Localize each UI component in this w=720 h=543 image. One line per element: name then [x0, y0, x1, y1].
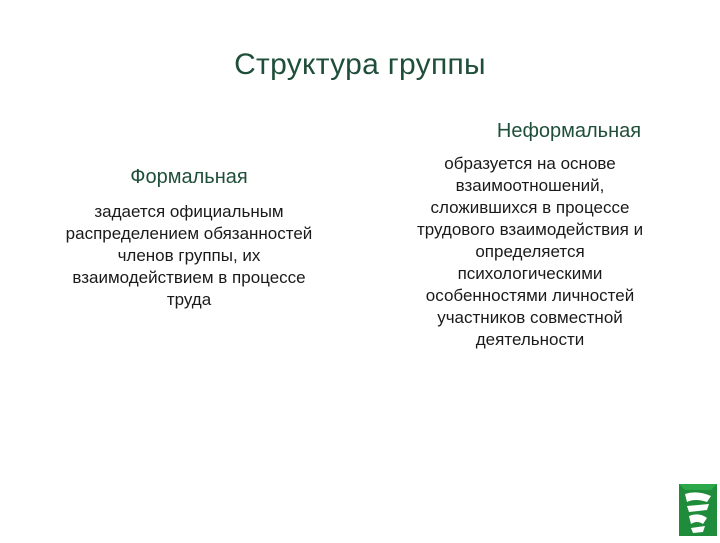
formal-structure-block: [24, 166, 354, 311]
page-title: Структура группы: [234, 48, 486, 81]
informal-structure-block: [380, 120, 680, 351]
formal-heading: Формальная: [130, 166, 248, 188]
informal-description: образуется на основе взаимоотношений, сложившихся в процессе трудового взаимодействия и определяется психологическими особенностями личностей участников совместной деятельности: [416, 154, 644, 349]
informal-heading: Неформальная: [496, 120, 642, 142]
formal-description: задается официальным распределением обязанностей членов группы, их взаимодействием в процессе труда: [65, 202, 313, 309]
green-emblem-icon: [677, 480, 719, 538]
